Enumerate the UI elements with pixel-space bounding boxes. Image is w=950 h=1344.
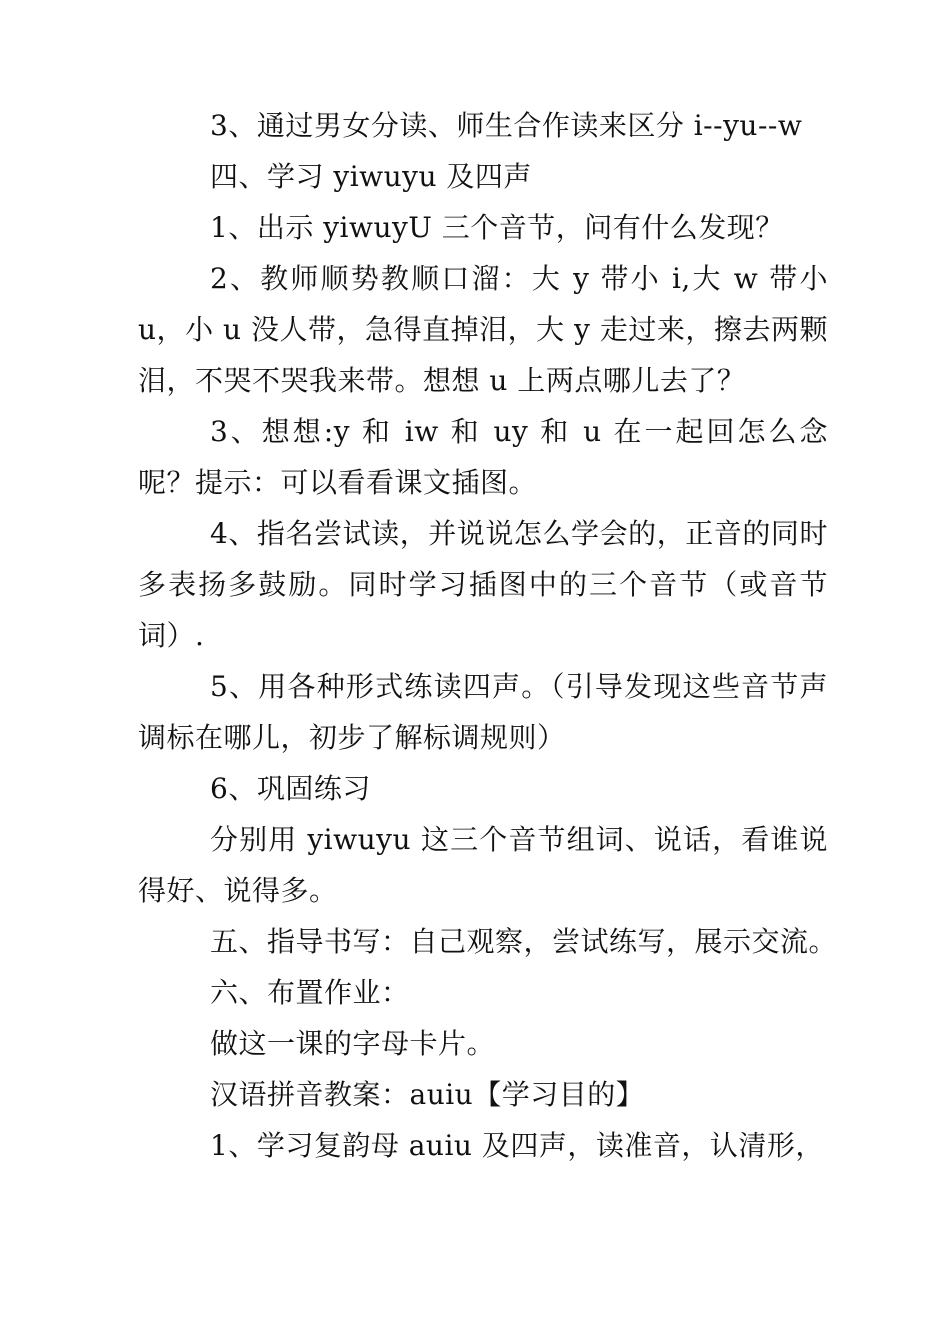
paragraph-step1-show-syllables: 1、出示 yiwuyU 三个音节，问有什么发现？ (210, 211, 784, 244)
paragraph-homework-detail: 做这一课的字母卡片。 (210, 1027, 496, 1060)
paragraph-lesson-title: 汉语拼音教案：auiu【学习目的】 (210, 1078, 645, 1111)
paragraph-step3-think: 3、想想:y 和 iw 和 uy 和 u 在一起回怎么念呢？提示：可以看看课文插图。 (138, 415, 828, 499)
paragraph-step5-four-tones: 5、用各种形式练读四声。（引导发现这些音节声调标在哪儿，初步了解标调规则） (138, 670, 828, 754)
paragraph-step4-try-reading: 4、指名尝试读，并说说怎么学会的，正音的同时多表扬多鼓励。同时学习插图中的三个音节（或音节词）. (138, 517, 828, 652)
paragraph-section6-homework: 六、布置作业： (210, 976, 410, 1009)
paragraph-step3-distinguish: 3、通过男女分读、师生合作读来区分 i--yu--w (210, 109, 803, 142)
paragraph-objective-1: 1、学习复韵母 auiu 及四声，读准音，认清形， (210, 1129, 824, 1162)
paragraph-section5-writing: 五、指导书写：自己观察，尝试练写，展示交流。 (210, 925, 838, 958)
paragraph-section4-heading: 四、学习 yiwuyu 及四声 (210, 160, 532, 193)
paragraph-step2-rhyme: 2、教师顺势教顺口溜：大 y 带小 i,大 w 带小 u，小 u 没人带，急得直掉泪，大 y 走过来，擦去两颗泪，不哭不哭我来带。想想 u 上两点哪儿去了？ (138, 262, 838, 397)
paragraph-step6-practice: 6、巩固练习 (210, 772, 371, 805)
paragraph-practice-detail: 分别用 yiwuyu 这三个音节组词、说话，看谁说得好、说得多。 (138, 823, 828, 907)
document-body (138, 100, 838, 1171)
